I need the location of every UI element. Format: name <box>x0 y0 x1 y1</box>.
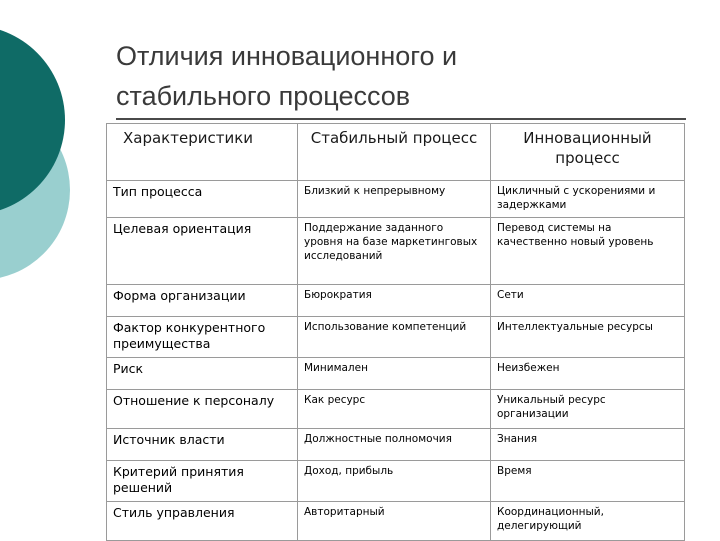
innovation-value-cell: Время <box>491 461 685 502</box>
characteristic-cell: Риск <box>107 358 298 390</box>
stable-value-cell: Как ресурс <box>298 390 491 429</box>
innovation-value-cell: Сети <box>491 285 685 317</box>
slide-title-line-1: Отличия инновационного и <box>116 41 458 71</box>
characteristic-cell: Целевая ориентация <box>107 218 298 285</box>
innovation-value-cell: Координационный, делегирующий <box>491 502 685 541</box>
characteristic-cell: Фактор конкурентного преимущества <box>107 317 298 358</box>
decorative-circles <box>0 0 110 300</box>
innovation-value-cell: Перевод системы на качественно новый уровень <box>491 218 685 285</box>
innovation-value-cell: Неизбежен <box>491 358 685 390</box>
innovation-value-cell: Интеллектуальные ресурсы <box>491 317 685 358</box>
innovation-value-cell: Цикличный с ускорениями и задержками <box>491 181 685 218</box>
characteristic-cell: Форма организации <box>107 285 298 317</box>
slide-title <box>116 36 696 116</box>
table-row <box>107 181 685 218</box>
stable-value-cell: Поддержание заданного уровня на базе маркетинговых исследований <box>298 218 491 285</box>
header-stable-process: Стабильный процесс <box>298 124 491 181</box>
table-header-row <box>107 124 685 181</box>
characteristic-cell: Отношение к персоналу <box>107 390 298 429</box>
stable-value-cell: Использование компетенций <box>298 317 491 358</box>
table-row <box>107 390 685 429</box>
table-row <box>107 317 685 358</box>
innovation-value-cell: Знания <box>491 429 685 461</box>
characteristic-cell: Критерий принятия решений <box>107 461 298 502</box>
table-row <box>107 218 685 285</box>
stable-value-cell: Доход, прибыль <box>298 461 491 502</box>
stable-value-cell: Близкий к непрерывному <box>298 181 491 218</box>
stable-value-cell: Бюрократия <box>298 285 491 317</box>
table-row <box>107 358 685 390</box>
comparison-table <box>106 123 685 541</box>
table-row <box>107 502 685 541</box>
stable-value-cell: Авторитарный <box>298 502 491 541</box>
innovation-value-cell: Уникальный ресурс организации <box>491 390 685 429</box>
table-row <box>107 461 685 502</box>
stable-value-cell: Минимален <box>298 358 491 390</box>
header-characteristics: Характеристики <box>107 124 298 181</box>
characteristic-cell: Стиль управления <box>107 502 298 541</box>
header-innovation-process: Инновационный процесс <box>491 124 685 181</box>
stable-value-cell: Должностные полномочия <box>298 429 491 461</box>
table-row <box>107 429 685 461</box>
slide-title-line-2: стабильного процессов <box>116 81 411 111</box>
characteristic-cell: Источник власти <box>107 429 298 461</box>
table-row <box>107 285 685 317</box>
title-underline <box>116 118 686 120</box>
characteristic-cell: Тип процесса <box>107 181 298 218</box>
